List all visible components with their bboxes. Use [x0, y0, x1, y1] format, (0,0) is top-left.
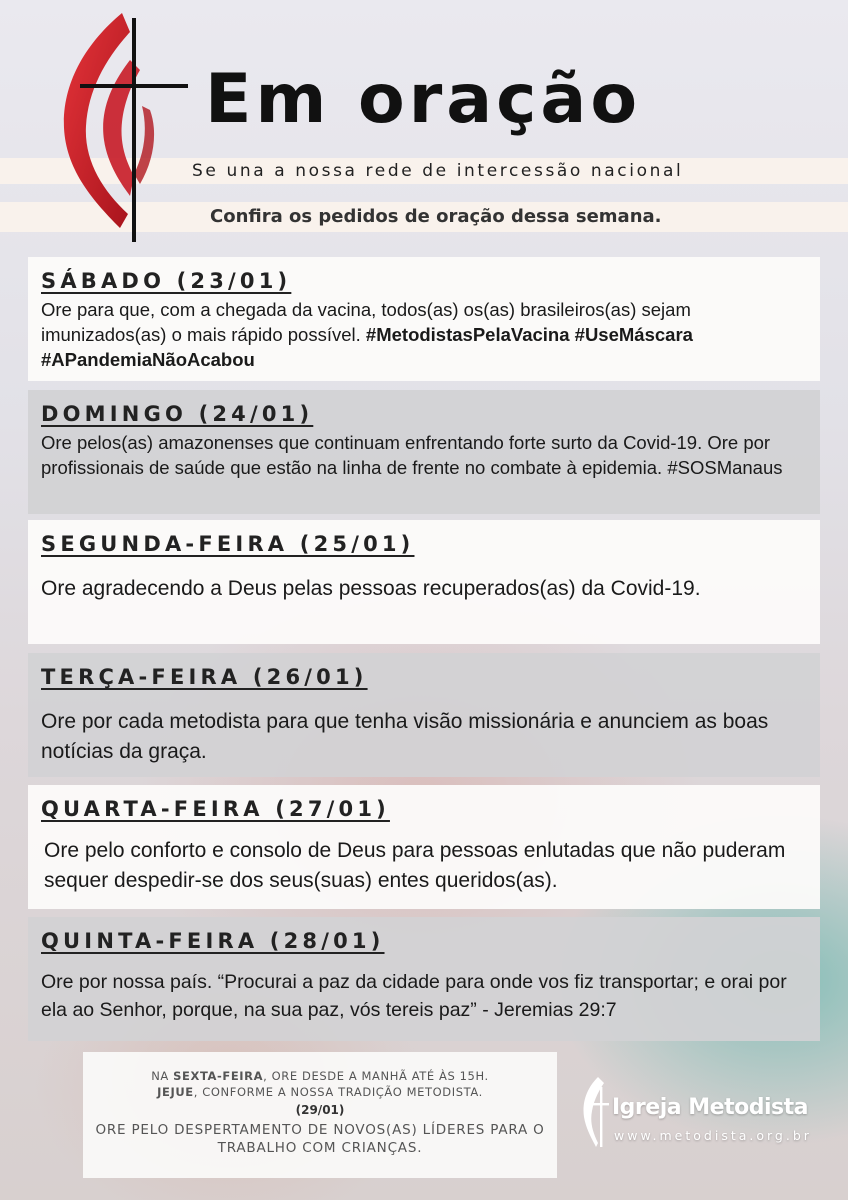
day-title: SÁBADO (23/01) — [41, 269, 292, 293]
page-title: Em oração — [205, 60, 642, 139]
day-text: Ore pelo conforto e consolo de Deus para pessoas enlutadas que não puderam sequer despedir-se dos seus(suas) entes queridos(as). — [44, 839, 786, 892]
day-card-quarta — [28, 785, 820, 909]
footer-fast: JEJUE — [157, 1085, 194, 1099]
day-card-sabado — [28, 257, 820, 381]
flame-icon — [580, 1075, 610, 1149]
page-tagline: Confira os pedidos de oração dessa semana. — [210, 206, 662, 227]
day-card-terca — [28, 653, 820, 777]
day-text-body: Ore para que, com a chegada da vacina, todos(as) os(as) brasileiros(as) sejam imunizados(as) o mais rápido possível. — [41, 299, 691, 345]
brand-name: Igreja Metodista — [612, 1095, 808, 1120]
day-title: TERÇA-FEIRA (26/01) — [41, 665, 368, 689]
footer-day: SEXTA-FEIRA — [173, 1069, 264, 1083]
brand-url: www.metodista.org.br — [614, 1128, 812, 1143]
day-title: SEGUNDA-FEIRA (25/01) — [41, 532, 415, 556]
footer-instructions — [83, 1052, 557, 1100]
footer-note — [83, 1052, 557, 1178]
day-text: Ore agradecendo a Deus pelas pessoas recuperados(as) da Covid-19. — [41, 577, 701, 600]
day-text: Ore pelos(as) amazonenses que continuam enfrentando forte surto da Covid-19. Ore por profissionais de saúde que estão na linha de frente no combate à epidemia. #SOSManaus — [41, 432, 783, 478]
page-subtitle: Se una a nossa rede de intercessão nacional — [192, 161, 684, 181]
footer-post: , CONFORME A NOSSA TRADIÇÃO METODISTA. — [193, 1085, 483, 1099]
day-card-segunda — [28, 520, 820, 644]
day-title: DOMINGO (24/01) — [41, 402, 314, 426]
day-text: Ore por cada metodista para que tenha visão missionária e anunciem as boas notícias da graça. — [41, 710, 769, 763]
day-card-quinta — [28, 917, 820, 1041]
footer-request: ORE PELO DESPERTAMENTO DE NOVOS(AS) LÍDERES PARA O TRABALHO COM CRIANÇAS. — [95, 1122, 545, 1156]
footer-date: (29/01) — [295, 1103, 345, 1117]
day-title: QUARTA-FEIRA (27/01) — [41, 797, 390, 821]
day-text — [41, 297, 808, 372]
brand-logo — [580, 1075, 820, 1155]
day-text: Ore por nossa país. “Procurai a paz da cidade para onde vos fiz transportar; e orai por ela ao Senhor, porque, na sua paz, vós tereis paz” - Jeremias 29:7 — [41, 971, 787, 1021]
footer-pre: NA — [151, 1069, 169, 1083]
cross-and-flame-icon — [50, 8, 200, 248]
day-title: QUINTA-FEIRA (28/01) — [41, 929, 385, 953]
hashtags: #MetodistasPelaVacina #UseMáscara #APandemiaNãoAcabou — [41, 324, 693, 370]
day-card-domingo — [28, 390, 820, 514]
footer-mid: , ORE DESDE A MANHÃ ATÉ ÀS 15H. — [263, 1069, 489, 1083]
